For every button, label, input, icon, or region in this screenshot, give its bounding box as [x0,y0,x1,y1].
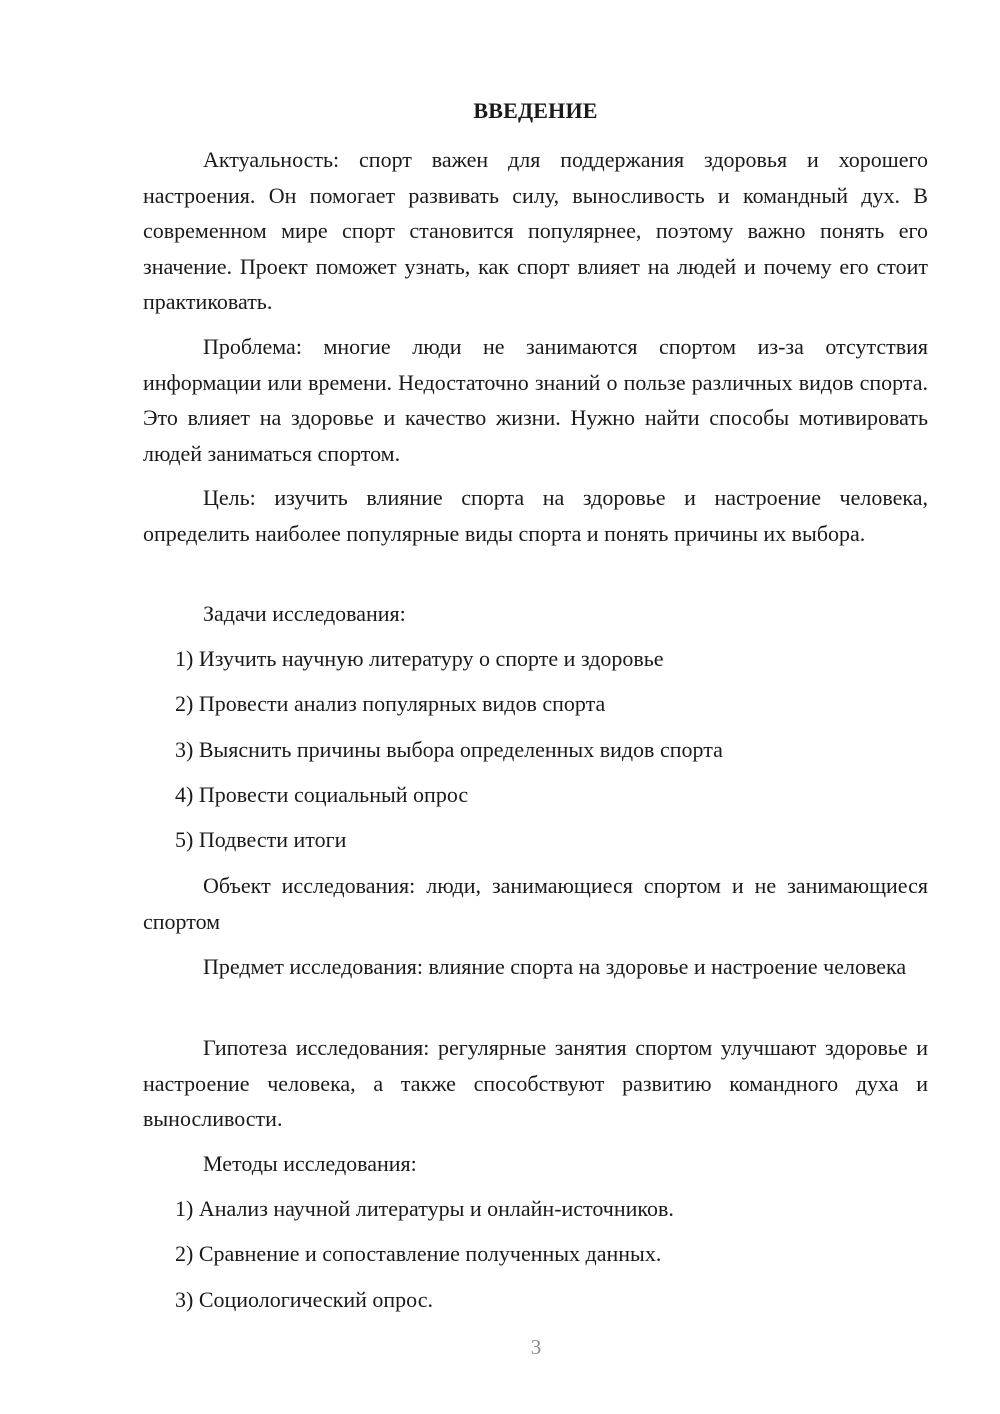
method-item-1: 1) Анализ научной литературы и онлайн-источников. [175,1196,674,1221]
tasks-title: Задачи исследования: [203,601,406,626]
method-item-2: 2) Сравнение и сопоставление полученных данных. [175,1241,662,1266]
methods-title: Методы исследования: [203,1151,417,1176]
page-number: 3 [530,1335,542,1359]
task-item-3: 3) Выяснить причины выбора определенных видов спорта [175,737,723,762]
section-heading: ВВЕДЕНИЕ [473,98,598,123]
task-item-2: 2) Провести анализ популярных видов спорта [175,691,606,716]
task-item-5: 5) Подвести итоги [175,827,347,852]
object-paragraph: Объект исследования: люди, занимающиеся спортом и не занимающиеся спортом [143,873,928,934]
relevance-paragraph: Актуальность: спорт важен для поддержания здоровья и хорошего настроения. Он помогает развивать силу, выносливость и командный дух. В современном мире спорт становится популярнее, поэтому важно понять его значение. Проект поможет узнать, как спорт влияет на людей и почему его стоит практиковать. [143,147,928,314]
goal-paragraph: Цель: изучить влияние спорта на здоровье и настроение человека, определить наиболее популярные виды спорта и понять причины их выбора. [143,485,928,546]
subject-paragraph: Предмет исследования: влияние спорта на здоровье и настроение человека [203,954,907,979]
method-item-3: 3) Социологический опрос. [175,1287,433,1312]
hypothesis-paragraph: Гипотеза исследования: регулярные занятия спортом улучшают здоровье и настроение человека, а также способствуют развитию командного духа и выносливости. [143,1035,928,1131]
problem-paragraph: Проблема: многие люди не занимаются спортом из-за отсутствия информации или времени. Недостаточно знаний о пользе различных видов спорта. Это влияет на здоровье и качество жизни. Нужно найти способы мотивировать людей заниматься спортом. [143,334,928,466]
task-item-1: 1) Изучить научную литературу о спорте и здоровье [175,646,664,671]
task-item-4: 4) Провести социальный опрос [175,782,469,807]
